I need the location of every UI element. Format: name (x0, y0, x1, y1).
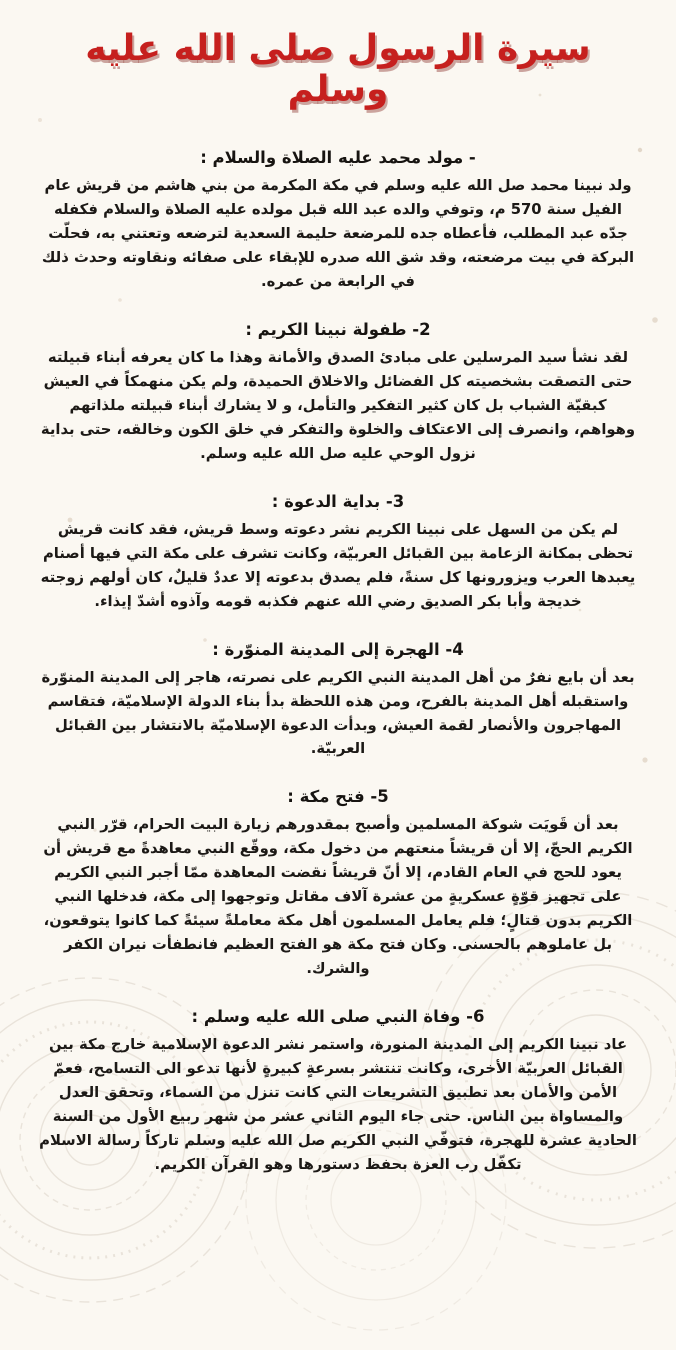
section-body: بعد أن قَويَت شوكة المسلمين وأصبح بمقدورهم زيارة البيت الحرام، قرّر النبي الكريم الحجّ، إلا أن قريشاً منعتهم من دخول مكة، ووقّع النبي معاهدةً مع قريش أن يعود للحج في العام القادم، إلا أنّ قريشاً نقضت المعاهدة ممّا أجبر النبي الكريم على تجهيز قوّةٍ عسكريةٍ من عشرة آلاف مقاتل وتوجهوا إلى مكة، فدخلها النبي الكريم بدون قتالٍ؛ فلم يعامل المسلمون أهل مكة معاملةً سيئةً كما كانوا يتوقعون، بل عاملوهم بالحسنى. وكان فتح مكة هو الفتح العظيم فانطفأت نيران الكفر والشرك. (43, 816, 633, 978)
section-heading: 3- بداية الدعوة : (271, 491, 405, 511)
section-heading: 2- طفولة نبينا الكريم : (245, 319, 431, 339)
section-body: عاد نبينا الكريم إلى المدينة المنورة، واستمر نشر الدعوة الإسلامية خارج مكة بين القبائل العربيّة الأخرى، وكانت تنتشر بسرعةٍ كبيرةٍ لأنها تدعو الى التسامح، فعمّ الأمن والأمان بعد تطبيق التشريعات التي كانت تنزل من السماء، وتحقق العدل والمساواة بين الناس. حتى جاء اليوم الثاني عشر من شهر ربيع الأول من السنة الحادية عشرة للهجرة، فتوفّي النبي الكريم صل الله عليه وسلم تاركاً رسالة الاسلام تكفّل رب العزة بحفظ دستورها وهو القرآن الكريم. (39, 1036, 637, 1174)
section-body: لم يكن من السهل على نبينا الكريم نشر دعوته وسط قريش، فقد كانت قريش تحظى بمكانة الزعامة بين القبائل العربيّة، وكانت تشرف على مكة التي فيها أصنام يعبدها العرب ويزورونها كل سنةً، فلم يصدق بدعوته إلا عددٌ قليلٌ، كان أولهم زوجته خديجة وأبا بكر الصديق رضي الله عنهم فكذبه قومه وآذوه أشدّ إيذاء. (40, 520, 636, 610)
section-conquest-of-mecca (36, 787, 640, 981)
section-heading: 6- وفاة النبي صلى الله عليه وسلم : (191, 1007, 485, 1027)
section-body: ولد نبينا محمد صل الله عليه وسلم في مكة المكرمة من بني هاشم من قريش عام الفيل سنة 570 م، وتوفي والده عبد الله قبل مولده عليه الصلاة والسلام فكفله جدّه عبد المطلب، فأعطاه جده للمرضعة حليمة السعدية لترضعه وتعتني به، فحلّت البركة في بيت مرضعته، وقد شق الله صدره للإبقاء على صفائه ونقاوته وحدث ذلك في الرابعة من عمره. (41, 177, 635, 290)
section-birth (36, 148, 640, 294)
section-body: بعد أن بايع نفرٌ من أهل المدينة النبي الكريم على نصرته، هاجر إلى المدينة المنوّرة واستقبله أهل المدينة بالفرح، ومن هذه اللحظة بدأ بناء الدولة الإسلاميّة، فتقاسم المهاجرون والأنصار لقمة العيش، وبدأت الدعوة الإسلاميّة بالانتشار بين القبائل العربيّة. (41, 668, 635, 758)
section-heading: 5- فتح مكة : (287, 787, 389, 807)
section-death-of-prophet (36, 1007, 640, 1177)
section-heading: - مولد محمد عليه الصلاة والسلام : (200, 148, 476, 167)
section-childhood (36, 320, 640, 466)
section-body: لقد نشأ سيد المرسلين على مبادئ الصدق والأمانة وهذا ما كان يعرفه أبناء قبيلته حتى التصقت بشخصيته كل الفضائل والاخلاق الحميدة، ولم يكن منهمكاً في العيش كبقيّة الشباب بل كان كثير التفكير والتأمل، و لا يشارك أبناء قبيلته ملذاتهم وهواهم، وانصرف إلى الاعتكاف والخلوة والتفكر في خلق الكون وخالقه، حتى بداية نزول الوحي عليه صل الله عليه وسلم. (40, 348, 636, 462)
section-hijra (36, 640, 640, 762)
section-dawah-beginning (36, 492, 640, 614)
page-title: سيرة الرسول صلى الله عليه وسلم (85, 28, 591, 110)
section-heading: 4- الهجرة إلى المدينة المنوّرة : (212, 639, 464, 659)
